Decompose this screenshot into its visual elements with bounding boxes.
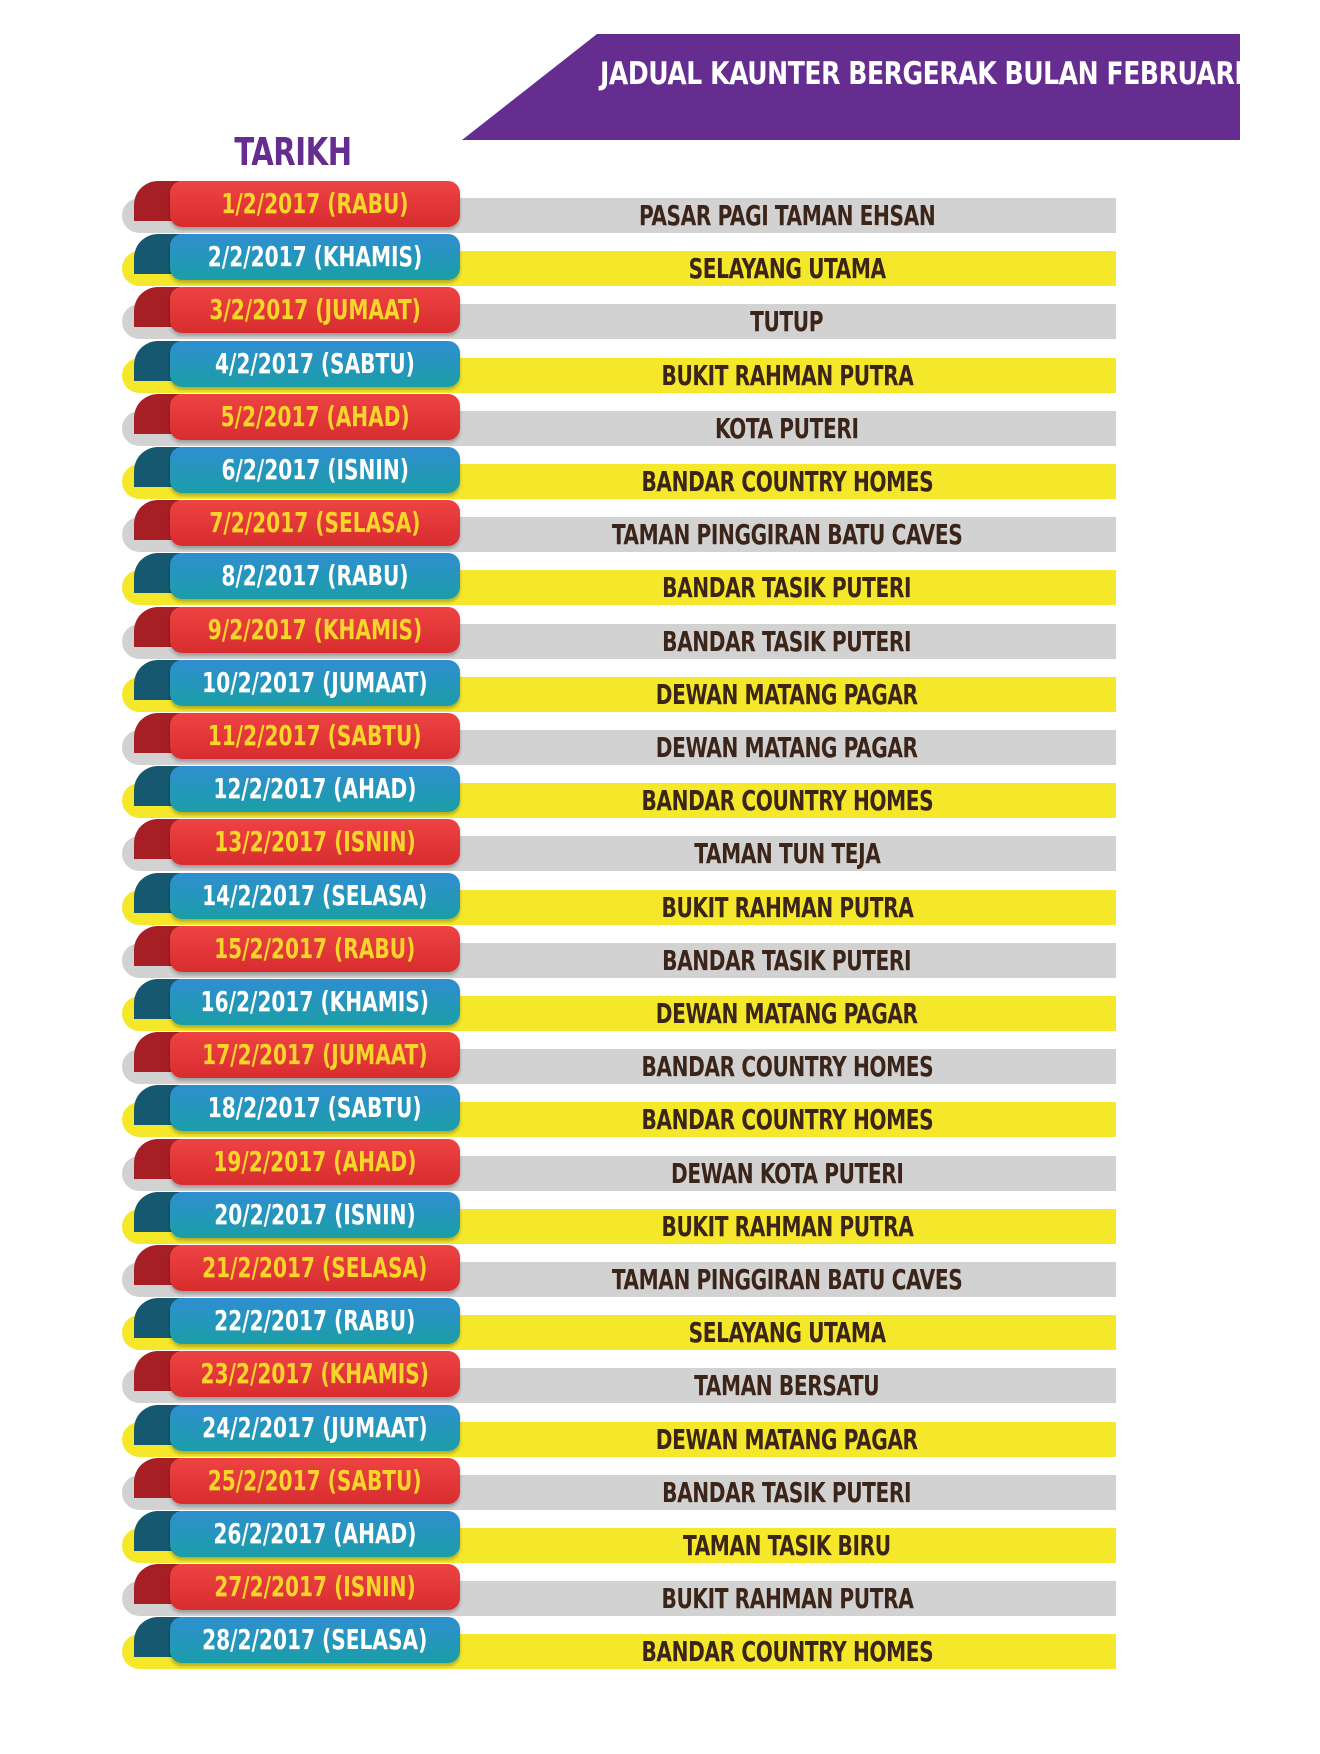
location-text: DEWAN KOTA PUTERI (670, 1157, 904, 1190)
date-pill (170, 1139, 460, 1185)
date-label: 4/2/2017 (SABTU) (215, 347, 415, 380)
schedule-row (0, 1298, 1240, 1351)
location-label (458, 677, 1116, 712)
location-text: BANDAR TASIK PUTERI (662, 1476, 912, 1509)
location-text: BANDAR COUNTRY HOMES (641, 784, 933, 817)
location-text: DEWAN MATANG PAGAR (656, 997, 918, 1030)
schedule-row (0, 1405, 1240, 1458)
location-label (458, 304, 1116, 339)
date-label: 16/2/2017 (KHAMIS) (200, 985, 430, 1018)
location-text: BUKIT RAHMAN PUTRA (661, 1210, 913, 1243)
location-label (458, 943, 1116, 978)
date-pill (170, 873, 460, 919)
date-label: 18/2/2017 (SABTU) (208, 1091, 422, 1124)
schedule-row (0, 1032, 1240, 1085)
date-column-header: TARIKH (234, 130, 352, 174)
location-text: BANDAR COUNTRY HOMES (641, 1050, 933, 1083)
date-pill (170, 553, 460, 599)
date-pill (170, 447, 460, 493)
location-text: TAMAN TUN TEJA (693, 837, 881, 870)
date-label: 7/2/2017 (SELASA) (209, 506, 421, 539)
date-pill (170, 1032, 460, 1078)
date-pill (170, 979, 460, 1025)
schedule-row (0, 766, 1240, 819)
date-pill (170, 500, 460, 546)
date-label: 24/2/2017 (JUMAAT) (202, 1411, 428, 1444)
date-label: 13/2/2017 (ISNIN) (214, 825, 416, 858)
location-text: TAMAN PINGGIRAN BATU CAVES (611, 1263, 963, 1296)
location-label (458, 836, 1116, 871)
date-pill (170, 926, 460, 972)
date-pill (170, 1458, 460, 1504)
location-text: BANDAR COUNTRY HOMES (641, 1635, 933, 1668)
date-pill (170, 234, 460, 280)
date-label: 25/2/2017 (SABTU) (208, 1464, 422, 1497)
schedule-row (0, 713, 1240, 766)
date-pill (170, 341, 460, 387)
date-pill (170, 660, 460, 706)
date-label: 9/2/2017 (KHAMIS) (207, 613, 423, 646)
location-label (458, 1262, 1116, 1297)
schedule-row (0, 660, 1240, 713)
schedule-row (0, 607, 1240, 660)
location-text: TAMAN TASIK BIRU (683, 1529, 891, 1562)
location-text: SELAYANG UTAMA (688, 1316, 886, 1349)
location-label (458, 358, 1116, 393)
date-pill (170, 287, 460, 333)
schedule-row (0, 287, 1240, 340)
date-label: 22/2/2017 (RABU) (214, 1304, 416, 1337)
location-label (458, 411, 1116, 446)
date-pill (170, 1298, 460, 1344)
location-label (458, 464, 1116, 499)
location-label (458, 624, 1116, 659)
date-pill (170, 713, 460, 759)
location-text: PASAR PAGI TAMAN EHSAN (638, 199, 936, 232)
location-text: BANDAR TASIK PUTERI (662, 571, 912, 604)
location-label (458, 890, 1116, 925)
date-pill (170, 819, 460, 865)
schedule-row (0, 341, 1240, 394)
location-label (458, 1528, 1116, 1563)
schedule-row (0, 394, 1240, 447)
location-text: KOTA PUTERI (715, 412, 859, 445)
location-label (458, 783, 1116, 818)
date-label: 5/2/2017 (AHAD) (220, 400, 410, 433)
schedule-row (0, 1511, 1240, 1564)
date-label: 27/2/2017 (ISNIN) (214, 1570, 416, 1603)
location-label (458, 1368, 1116, 1403)
date-label: 6/2/2017 (ISNIN) (221, 453, 409, 486)
schedule-row (0, 181, 1240, 234)
schedule-row (0, 926, 1240, 979)
location-text: BANDAR TASIK PUTERI (662, 625, 912, 658)
date-pill (170, 394, 460, 440)
date-pill (170, 607, 460, 653)
date-pill (170, 1564, 460, 1610)
schedule-row (0, 1617, 1240, 1670)
location-label (458, 198, 1116, 233)
date-pill (170, 1245, 460, 1291)
date-label: 8/2/2017 (RABU) (221, 559, 409, 592)
location-label (458, 1156, 1116, 1191)
date-label: 19/2/2017 (AHAD) (213, 1145, 417, 1178)
location-text: BUKIT RAHMAN PUTRA (661, 1582, 913, 1615)
schedule-row (0, 979, 1240, 1032)
location-label (458, 730, 1116, 765)
location-text: TUTUP (750, 305, 824, 338)
date-label: 14/2/2017 (SELASA) (202, 879, 428, 912)
date-label: 23/2/2017 (KHAMIS) (200, 1357, 430, 1390)
schedule-row (0, 1351, 1240, 1404)
schedule-row (0, 873, 1240, 926)
date-pill (170, 1085, 460, 1131)
location-text: BANDAR TASIK PUTERI (662, 944, 912, 977)
location-label (458, 1422, 1116, 1457)
schedule-row (0, 1458, 1240, 1511)
date-pill (170, 1192, 460, 1238)
schedule-row (0, 447, 1240, 500)
location-label (458, 1209, 1116, 1244)
location-label (458, 251, 1116, 286)
location-text: SELAYANG UTAMA (688, 252, 886, 285)
date-label: 15/2/2017 (RABU) (214, 932, 416, 965)
location-label (458, 996, 1116, 1031)
date-label: 10/2/2017 (JUMAAT) (202, 666, 428, 699)
date-pill (170, 766, 460, 812)
date-pill (170, 181, 460, 227)
date-label: 17/2/2017 (JUMAAT) (202, 1038, 428, 1071)
location-label (458, 570, 1116, 605)
date-label: 20/2/2017 (ISNIN) (214, 1198, 416, 1231)
date-label: 11/2/2017 (SABTU) (208, 719, 422, 752)
location-label (458, 1102, 1116, 1137)
location-label (458, 517, 1116, 552)
location-label (458, 1475, 1116, 1510)
schedule-row (0, 819, 1240, 872)
schedule-row (0, 1245, 1240, 1298)
date-label: 2/2/2017 (KHAMIS) (207, 240, 423, 273)
date-label: 26/2/2017 (AHAD) (213, 1517, 417, 1550)
location-text: BUKIT RAHMAN PUTRA (661, 359, 913, 392)
date-label: 3/2/2017 (JUMAAT) (209, 293, 421, 326)
date-pill (170, 1351, 460, 1397)
date-label: 28/2/2017 (SELASA) (202, 1623, 428, 1656)
schedule-row (0, 234, 1240, 287)
date-pill (170, 1511, 460, 1557)
location-text: BANDAR COUNTRY HOMES (641, 1103, 933, 1136)
schedule-row (0, 500, 1240, 553)
schedule-row (0, 553, 1240, 606)
location-text: DEWAN MATANG PAGAR (656, 1423, 918, 1456)
date-pill (170, 1617, 460, 1663)
location-text: TAMAN BERSATU (694, 1369, 880, 1402)
location-label (458, 1581, 1116, 1616)
location-text: BUKIT RAHMAN PUTRA (661, 891, 913, 924)
location-label (458, 1315, 1116, 1350)
location-text: BANDAR COUNTRY HOMES (641, 465, 933, 498)
location-text: DEWAN MATANG PAGAR (656, 678, 918, 711)
schedule-row (0, 1564, 1240, 1617)
date-label: 12/2/2017 (AHAD) (213, 772, 417, 805)
date-label: 21/2/2017 (SELASA) (202, 1251, 428, 1284)
date-pill (170, 1405, 460, 1451)
location-label (458, 1049, 1116, 1084)
schedule-row (0, 1085, 1240, 1138)
schedule-row (0, 1139, 1240, 1192)
location-text: TAMAN PINGGIRAN BATU CAVES (611, 518, 963, 551)
page-title: JADUAL KAUNTER BERGERAK BULAN FEBRUARI 2017 (600, 56, 1320, 92)
schedule-row (0, 1192, 1240, 1245)
location-label (458, 1634, 1116, 1669)
location-text: DEWAN MATANG PAGAR (656, 731, 918, 764)
date-label: 1/2/2017 (RABU) (221, 187, 409, 220)
